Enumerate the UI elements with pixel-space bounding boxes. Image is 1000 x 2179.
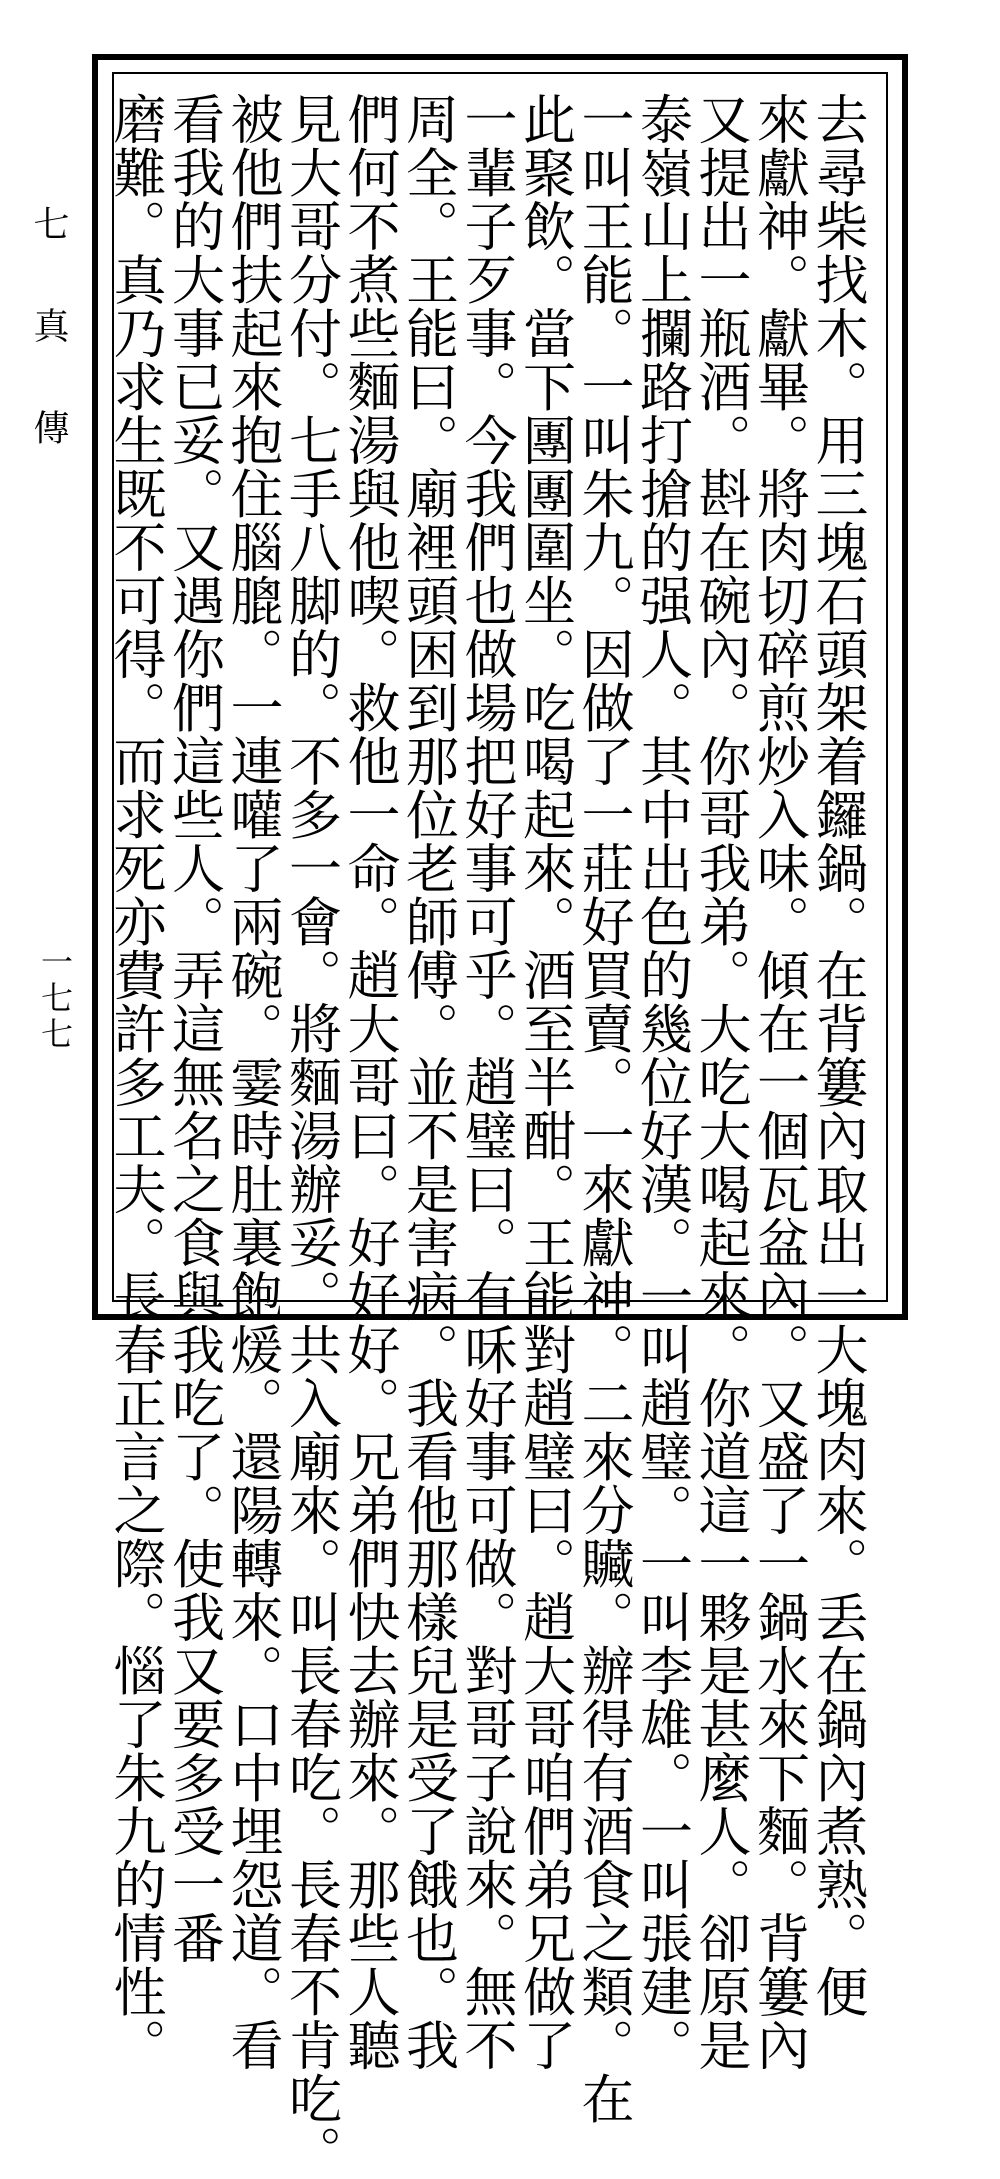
text-column: 此聚飲。當下團團圍坐。吃喝起來。酒至半酣。王能對趙璧曰。趙大哥咱們弟兄做了 <box>514 92 576 2072</box>
text-column: 來獻神。獻畢。將肉切碎煎炒入味。傾在一個瓦盆內。又盛了一鍋水來下麵。背簍內 <box>748 92 810 2072</box>
text-column: 看我的大事已妥。又遇你們這些人。弄這無名之食與我吃了。使我又要多受一番 <box>163 92 225 1965</box>
text-column: 們何不煮些麵湯與他喫。救他一命。趙大哥曰。好好好。兄弟們快去辦來。那些人聽 <box>339 92 400 2072</box>
text-column: 泰嶺山上攔路打搶的强人。其中出色的幾位好漢。一叫趙璧。一叫李雄。一叫張建。 <box>631 92 693 2072</box>
book-title: 七真傳 <box>28 205 69 511</box>
text-column: 一輩子歹事。今我們也做場把好事可乎。趙璧曰。有咊好事可做。對哥子說來。無不 <box>456 92 517 2072</box>
text-column: 去尋柴找木。用三塊石頭架着鑼鍋。在背簍內取出一大塊肉來。丢在鍋內煮熟。便 <box>807 92 868 2018</box>
text-column: 又提出一瓶酒。斟在碗內。你哥我弟。大吃大喝起來。你道這一夥是甚麼人。卻原是 <box>690 92 751 2072</box>
text-column: 磨難。真乃求生既不可得。而求死亦費許多工夫。長春正言之際。惱了朱九的情性。 <box>105 92 166 2072</box>
inner-frame <box>105 72 888 2179</box>
text-column: 一叫王能。一叫朱九。因做了一莊好買賣。一來獻神。二來分贜。辦得有酒食之類。在 <box>573 92 634 2125</box>
text-column: 周全。王能曰。廟裡頭困到那位老師傅。並不是害病。我看他那樣兒是受了餓也。我 <box>397 92 459 2072</box>
text-column: 見大哥分付。七手八脚的。不多一會。將麵湯辦妥。共入廟來。叫長春吃。長春不肯吃。 <box>280 92 342 2179</box>
main-text <box>105 92 868 2179</box>
text-column: 被他們扶起來抱住腦膍。一連嚾了兩碗。霎時肚裏飽煖。還陽轉來。口中埋怨道。看 <box>222 92 283 2072</box>
page-number: 一七七 <box>36 945 74 1053</box>
page-frame <box>92 54 908 2179</box>
